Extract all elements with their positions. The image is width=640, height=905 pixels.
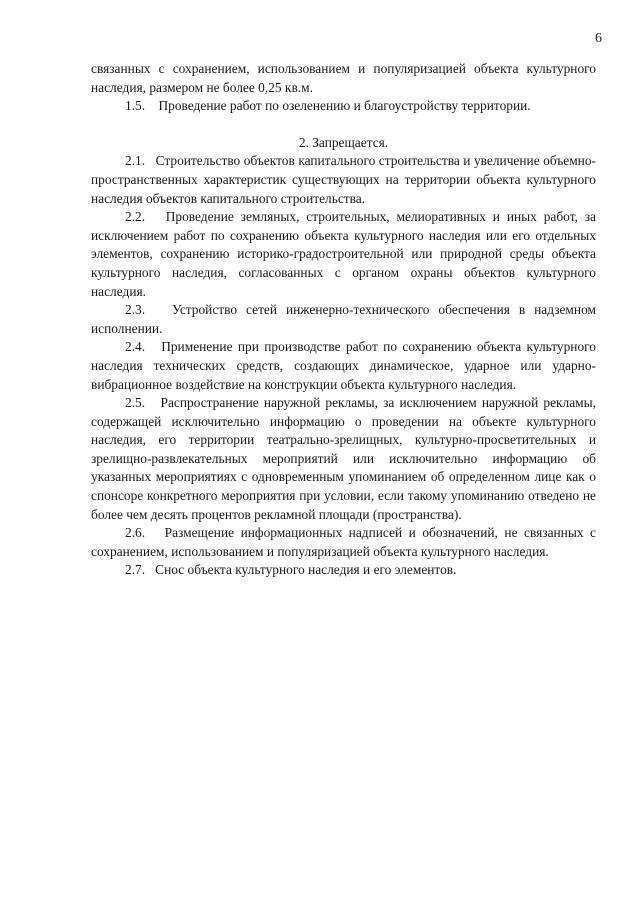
paragraph-text: Проведение земляных, строительных, мелиоративных и иных работ, за исключением работ по сохранению объекта культурного наследия или его отдельных элементов, сохранению историко-градостроительной или природной среды объекта культурного наследия, согласованных с органом охраны объектов культурного наследия. bbox=[91, 209, 596, 299]
paragraph-1-5 bbox=[91, 97, 596, 116]
paragraph-2-4 bbox=[91, 338, 596, 394]
paragraph-text: Снос объекта культурного наследия и его элементов. bbox=[155, 562, 457, 578]
paragraph-number: 2.3. bbox=[125, 302, 146, 318]
paragraph-number: 2.6. bbox=[125, 525, 146, 541]
paragraph-text: связанных с сохранением, использованием и популяризацией объекта культурного наследия, размером не более 0,25 кв.м. bbox=[91, 61, 596, 95]
paragraph-text: Распространение наружной рекламы, за исключением наружной рекламы, содержащей исключительно информацию о проведении на объекте культурного наследия, его территории театрально-зрелищных, культурно-просветительных и зрелищно-развлекательных мероприятий или исключительно информацию об указанных мероприятиях с одновременным упоминанием об определенном лице как о спонсоре конкретного мероприятия при условии, если такому упоминанию отведено не более чем десять процентов рекламной площади (пространства). bbox=[91, 395, 596, 522]
paragraph-text: Применение при производстве работ по сохранению объекта культурного наследия технических средств, создающих динамическое, ударное или ударно-вибрационное воздействие на конструкции объекта культурного наследия. bbox=[91, 339, 596, 392]
section-heading: 2. Запрещается. bbox=[298, 134, 389, 150]
paragraph-text: Размещение информационных надписей и обозначений, не связанных с сохранением, использованием и популяризацией объекта культурного наследия. bbox=[91, 525, 596, 559]
paragraph-text: Строительство объектов капитального строительства и увеличение объемно-пространственных характеристик существующих на территории объекта культурного наследия объектов капитального строительства. bbox=[91, 153, 596, 206]
paragraph-2-7 bbox=[91, 561, 596, 580]
continuation-paragraph bbox=[91, 60, 596, 97]
paragraph-number: 1.5. bbox=[125, 98, 146, 114]
paragraph-number: 2.1. bbox=[125, 153, 146, 169]
paragraph-2-6 bbox=[91, 524, 596, 561]
paragraph-text: Устройство сетей инженерно-технического обеспечения в надземном исполнении. bbox=[91, 302, 596, 336]
document-body bbox=[91, 60, 596, 580]
paragraph-number: 2.7. bbox=[125, 562, 146, 578]
paragraph-number: 2.2. bbox=[125, 209, 146, 225]
paragraph-2-1 bbox=[91, 152, 596, 208]
paragraph-2-3 bbox=[91, 301, 596, 338]
paragraph-text: Проведение работ по озеленению и благоустройству территории. bbox=[158, 98, 531, 114]
paragraph-number: 2.4. bbox=[125, 339, 146, 355]
page-number: 6 bbox=[595, 31, 602, 46]
paragraph-2-5 bbox=[91, 394, 596, 524]
paragraph-number: 2.5. bbox=[125, 395, 146, 411]
paragraph-2-2 bbox=[91, 208, 596, 301]
